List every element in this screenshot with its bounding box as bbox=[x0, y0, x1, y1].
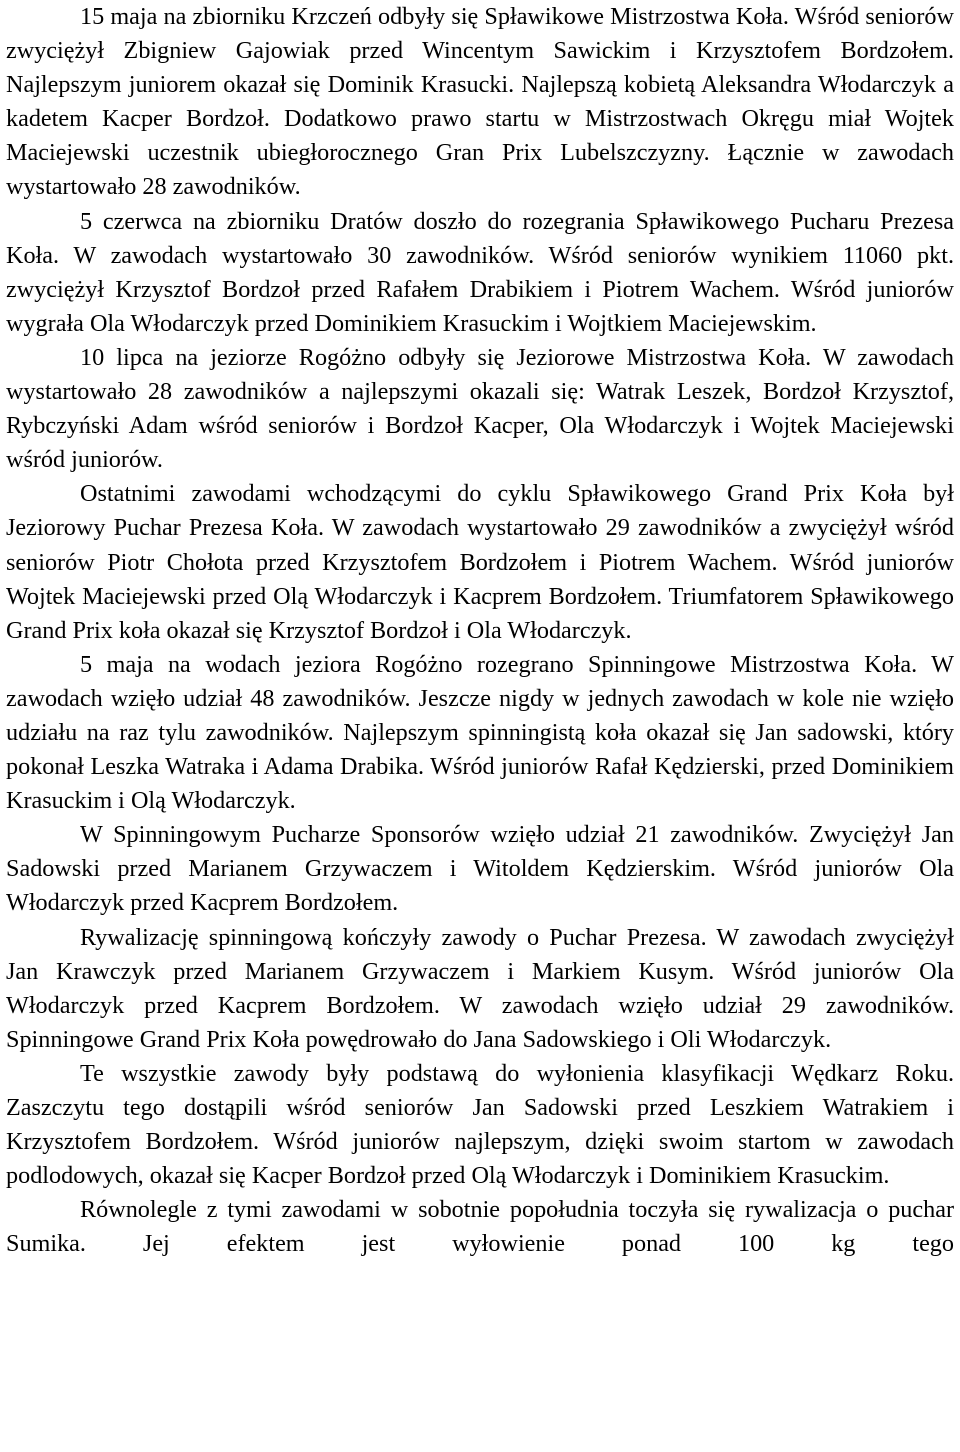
paragraph-1: 15 maja na zbiorniku Krzczeń odbyły się Spławikowe Mistrzostwa Koła. Wśród seniorów zwyciężył Zbigniew Gajowiak przed Wincentym Sawickim i Krzysztofem Bordzołem. Najlepszym juniorem okazał się Dominik Krasucki. Najlepszą kobietą Aleksandra Włodarczyk a kadetem Kacper Bordzoł. Dodatkowo prawo startu w Mistrzostwach Okręgu miał Wojtek Maciejewski uczestnik ubiegłorocznego Gran Prix Lubelszczyzny. Łącznie w zawodach wystartowało 28 zawodników. bbox=[6, 3, 954, 201]
paragraph-5: 5 maja na wodach jeziora Rogóżno rozegrano Spinningowe Mistrzostwa Koła. W zawodach wzięło udział 48 zawodników. Jeszcze nigdy w jednych zawodach w kole nie wzięło udziału na raz tylu zawodników. Najlepszym spinningistą koła okazał się Jan sadowski, który pokonał Leszka Watraka i Adama Drabika. Wśród juniorów Rafał Kędzierski, przed Dominikiem Krasuckim i Olą Włodarczyk. bbox=[6, 650, 954, 815]
paragraph-9: Równolegle z tymi zawodami w sobotnie popołudnia toczyła się rywalizacja o puchar Sumika. Jej efektem jest wyłowienie ponad 100 kg tego bbox=[6, 1196, 954, 1258]
paragraph-6: W Spinningowym Pucharze Sponsorów wzięło udział 21 zawodników. Zwyciężył Jan Sadowski przed Marianem Grzywaczem i Witoldem Kędzierskim. Wśród juniorów Ola Włodarczyk przed Kacprem Bordzołem. bbox=[6, 821, 954, 917]
document-page bbox=[6, 0, 954, 1261]
paragraph-7: Rywalizację spinningową kończyły zawody o Puchar Prezesa. W zawodach zwyciężył Jan Krawczyk przed Marianem Grzywaczem i Markiem Kusym. Wśród juniorów Ola Włodarczyk przed Kacprem Bordzołem. W zawodach wzięło udział 29 zawodników. Spinningowe Grand Prix Koła powędrowało do Jana Sadowskiego i Oli Włodarczyk. bbox=[6, 923, 954, 1053]
paragraph-3: 10 lipca na jeziorze Rogóżno odbyły się Jeziorowe Mistrzostwa Koła. W zawodach wystartowało 28 zawodników a najlepszymi okazali się: Watrak Leszek, Bordzoł Krzysztof, Rybczyński Adam wśród seniorów i Bordzoł Kacper, Ola Włodarczyk i Wojtek Maciejewski wśród juniorów. bbox=[6, 343, 954, 474]
paragraph-4: Ostatnimi zawodami wchodzącymi do cyklu Spławikowego Grand Prix Koła był Jeziorowy Puchar Prezesa Koła. W zawodach wystartowało 29 zawodników a zwyciężył wśród seniorów Piotr Chołota przed Krzysztofem Bordzołem i Piotrem Wachem. Wśród juniorów Wojtek Maciejewski przed Olą Włodarczyk i Kacprem Bordzołem. Triumfatorem Spławikowego Grand Prix koła okazał się Krzysztof Bordzoł i Ola Włodarczyk. bbox=[6, 480, 954, 644]
paragraph-2: 5 czerwca na zbiorniku Dratów doszło do rozegrania Spławikowego Pucharu Prezesa Koła. W zawodach wystartowało 30 zawodników. Wśród seniorów wynikiem 11060 pkt. zwyciężył Krzysztof Bordzoł przed Rafałem Drabikiem i Piotrem Wachem. Wśród juniorów wygrała Ola Włodarczyk przed Dominikiem Krasuckim i Wojtkiem Maciejewskim. bbox=[6, 207, 954, 337]
paragraph-8: Te wszystkie zawody były podstawą do wyłonienia klasyfikacji Wędkarz Roku. Zaszczytu tego dostąpili wśród seniorów Jan Sadowski przed Leszkiem Watrakiem i Krzysztofem Bordzołem. Wśród juniorów najlepszym, dzięki swoim startom w zawodach podlodowych, okazał się Kacper Bordzoł przed Olą Włodarczyk i Dominikiem Krasuckim. bbox=[6, 1059, 954, 1190]
